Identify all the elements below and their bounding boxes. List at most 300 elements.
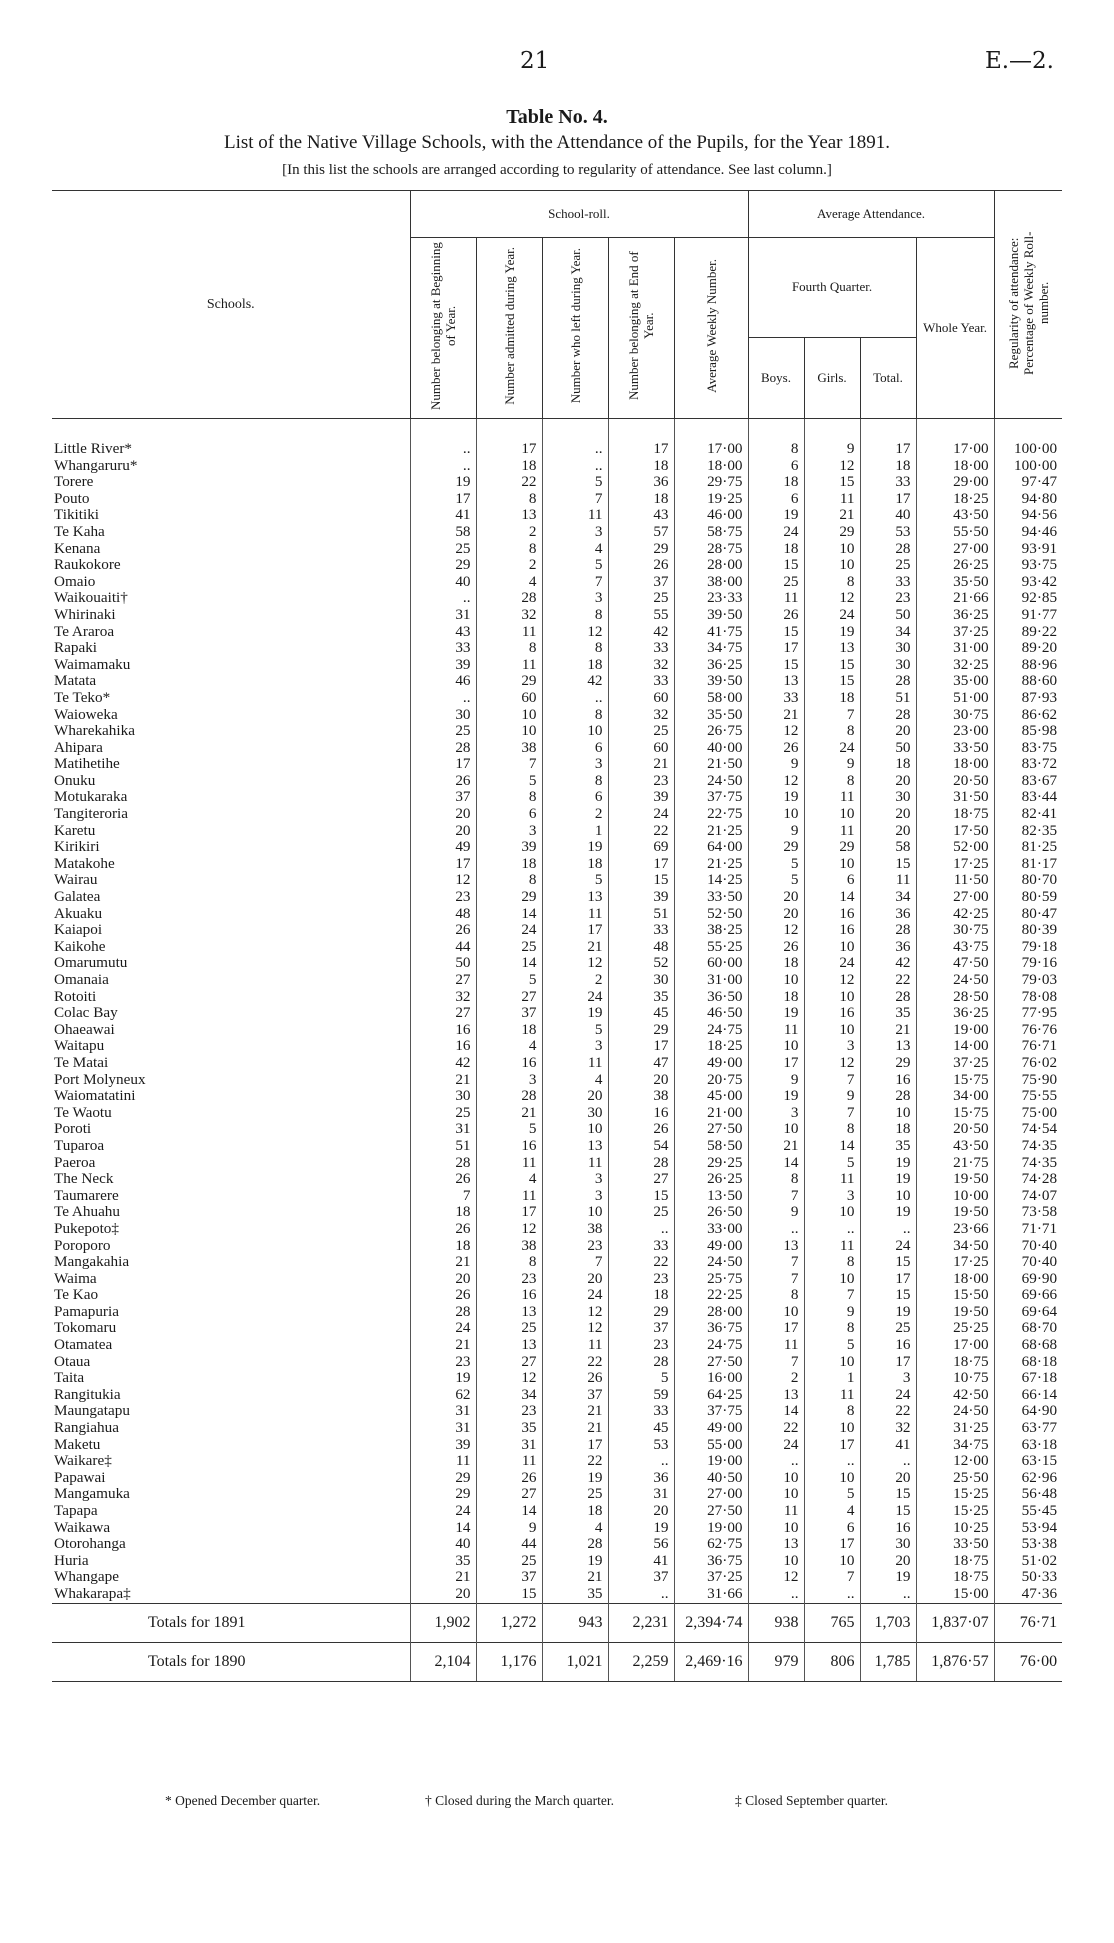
- header-beginning-label: Number belonging at Beginning of Year.: [428, 242, 458, 410]
- table-row: [52, 1121, 1062, 1138]
- cell-value: 19: [860, 1569, 916, 1586]
- cell-value: 17: [608, 441, 674, 458]
- cell-value: 20: [860, 773, 916, 790]
- cell-value: 33·50: [674, 889, 748, 906]
- cell-value: 42: [608, 624, 674, 641]
- cell-value: 42·25: [916, 906, 994, 923]
- cell-value: ..: [860, 1453, 916, 1470]
- cell-value: 21: [410, 1337, 476, 1354]
- school-name: Tokomaru: [54, 1320, 117, 1337]
- cell-value: 36·50: [674, 989, 748, 1006]
- cell-value: 15·25: [916, 1503, 994, 1520]
- cell-value: 25: [410, 541, 476, 558]
- cell-value: 21: [608, 756, 674, 773]
- cell-value: 11: [804, 789, 860, 806]
- cell-value: 53·94: [994, 1520, 1062, 1537]
- cell-value: 68·68: [994, 1337, 1062, 1354]
- cell-value: 81·25: [994, 839, 1062, 856]
- cell-value: 11: [804, 1238, 860, 1255]
- cell-value: 31·50: [916, 789, 994, 806]
- cell-value: 11: [748, 1503, 804, 1520]
- cell-value: 80·39: [994, 922, 1062, 939]
- school-name: Whangape: [54, 1569, 119, 1586]
- cell-value: 19: [804, 624, 860, 641]
- cell-value: 3: [542, 1171, 608, 1188]
- cell-value: 51: [608, 906, 674, 923]
- cell-value: 16: [804, 922, 860, 939]
- totals-value: 76·00: [994, 1642, 1062, 1681]
- cell-value: 3: [804, 1038, 860, 1055]
- cell-value: ..: [748, 1221, 804, 1238]
- header-whole-year: Whole Year.: [916, 238, 994, 419]
- cell-value: 15: [476, 1586, 542, 1603]
- header-end: [608, 238, 674, 419]
- header-end-label: Number belonging at End of Year.: [626, 251, 656, 401]
- cell-value: 12: [748, 922, 804, 939]
- cell-value: 28·50: [916, 989, 994, 1006]
- cell-value: 26: [410, 922, 476, 939]
- cell-value: 93·91: [994, 541, 1062, 558]
- cell-value: 19: [860, 1171, 916, 1188]
- cell-value: 22: [608, 1254, 674, 1271]
- cell-value: 17: [410, 856, 476, 873]
- cell-value: 19: [542, 1005, 608, 1022]
- cell-value: 7: [748, 1354, 804, 1371]
- cell-value: 28: [860, 541, 916, 558]
- cell-value: 2: [542, 806, 608, 823]
- cell-value: 55·45: [994, 1503, 1062, 1520]
- cell-value: 37: [542, 1387, 608, 1404]
- cell-value: 29: [804, 524, 860, 541]
- cell-value: 24: [860, 1238, 916, 1255]
- cell-value: 20: [542, 1271, 608, 1288]
- cell-value: ..: [410, 590, 476, 607]
- cell-value: ..: [860, 1586, 916, 1603]
- cell-value: 17: [860, 441, 916, 458]
- cell-value: 27: [410, 972, 476, 989]
- cell-value: 19: [410, 1370, 476, 1387]
- cell-value: 8: [542, 707, 608, 724]
- cell-value: 45: [608, 1005, 674, 1022]
- cell-value: 9: [804, 1304, 860, 1321]
- cell-value: 53·38: [994, 1536, 1062, 1553]
- cell-value: 17·00: [916, 441, 994, 458]
- table-row: [52, 640, 1062, 657]
- cell-value: 70·40: [994, 1254, 1062, 1271]
- cell-value: 6: [748, 491, 804, 508]
- table-title: Table No. 4.: [506, 106, 608, 128]
- table-row: [52, 1022, 1062, 1039]
- table-row: [52, 939, 1062, 956]
- cell-value: 12: [804, 972, 860, 989]
- cell-value: 17: [476, 441, 542, 458]
- school-name: Little River*: [54, 441, 133, 457]
- table-row: [52, 1553, 1062, 1570]
- cell-value: 41: [410, 507, 476, 524]
- cell-value: 16: [860, 1072, 916, 1089]
- totals-value: 2,231: [608, 1603, 674, 1642]
- cell-value: 8: [804, 723, 860, 740]
- cell-value: 15: [804, 657, 860, 674]
- cell-value: 16: [476, 1055, 542, 1072]
- cell-value: 14·00: [916, 1038, 994, 1055]
- header-weekly: [674, 238, 748, 419]
- cell-value: 31: [410, 1420, 476, 1437]
- cell-value: 35: [476, 1420, 542, 1437]
- cell-value: 9: [476, 1520, 542, 1537]
- cell-value: 25·50: [916, 1470, 994, 1487]
- table-row: [52, 1569, 1062, 1586]
- cell-value: 16: [476, 1138, 542, 1155]
- school-name: Waimamaku: [54, 656, 131, 673]
- table-row: [52, 989, 1062, 1006]
- cell-value: 24·75: [674, 1337, 748, 1354]
- school-name: Poroti: [54, 1121, 92, 1138]
- cell-value: 14: [804, 1138, 860, 1155]
- cell-value: 49·00: [674, 1238, 748, 1255]
- cell-value: 8: [476, 640, 542, 657]
- cell-value: 11: [542, 1337, 608, 1354]
- cell-value: 8: [804, 773, 860, 790]
- cell-value: 19·50: [916, 1204, 994, 1221]
- cell-value: 18: [476, 458, 542, 475]
- header-girls: Girls.: [804, 337, 860, 418]
- cell-value: 34: [860, 624, 916, 641]
- cell-value: 18: [860, 458, 916, 475]
- cell-value: 28: [410, 1304, 476, 1321]
- cell-value: 12: [542, 955, 608, 972]
- cell-value: 8: [748, 1171, 804, 1188]
- school-name: Pukepoto‡: [54, 1220, 119, 1237]
- cell-value: 26: [410, 1221, 476, 1238]
- cell-value: 50: [860, 740, 916, 757]
- cell-value: ..: [804, 1453, 860, 1470]
- cell-value: 16: [476, 1287, 542, 1304]
- totals-value: 1,902: [410, 1603, 476, 1642]
- cell-value: 4: [804, 1503, 860, 1520]
- cell-value: 28: [608, 1155, 674, 1172]
- cell-value: 8: [476, 491, 542, 508]
- totals-value: 2,104: [410, 1642, 476, 1681]
- cell-value: 8: [748, 1287, 804, 1304]
- cell-value: 38·00: [674, 574, 748, 591]
- cell-value: 23: [860, 590, 916, 607]
- totals-label: Totals for 1890: [52, 1642, 410, 1681]
- cell-value: 27·50: [674, 1121, 748, 1138]
- school-name: Waikawa: [54, 1519, 111, 1536]
- cell-value: 7: [476, 756, 542, 773]
- cell-value: 8: [542, 607, 608, 624]
- cell-value: 74·28: [994, 1171, 1062, 1188]
- cell-value: 46·50: [674, 1005, 748, 1022]
- footnote-opened: * Opened December quarter.: [165, 1793, 321, 1808]
- cell-value: 17: [542, 922, 608, 939]
- table-row: [52, 1420, 1062, 1437]
- school-name: Port Molyneux: [54, 1071, 146, 1088]
- header-admitted: [476, 238, 542, 419]
- cell-value: 41: [860, 1437, 916, 1454]
- cell-value: 47·50: [916, 955, 994, 972]
- table-row: [52, 673, 1062, 690]
- table-row: [52, 524, 1062, 541]
- cell-value: 34: [860, 889, 916, 906]
- cell-value: 11: [476, 1453, 542, 1470]
- cell-value: 5: [804, 1486, 860, 1503]
- school-name: Te Matai: [54, 1054, 109, 1071]
- cell-value: 37·25: [916, 1055, 994, 1072]
- school-name: Rapaki: [54, 640, 98, 657]
- cell-value: 53: [860, 524, 916, 541]
- cell-value: 6: [804, 1520, 860, 1537]
- cell-value: 10: [860, 1105, 916, 1122]
- table-row: [52, 1437, 1062, 1454]
- cell-value: 32: [608, 657, 674, 674]
- school-name: Waioweka: [54, 706, 118, 723]
- cell-value: 33: [608, 1403, 674, 1420]
- cell-value: 29: [804, 839, 860, 856]
- cell-value: ..: [608, 1586, 674, 1603]
- cell-value: 20·50: [916, 1121, 994, 1138]
- cell-value: 69: [608, 839, 674, 856]
- totals-value: 1,876·57: [916, 1642, 994, 1681]
- cell-value: 18·00: [674, 458, 748, 475]
- school-name: Torere: [54, 474, 94, 491]
- table-row: [52, 707, 1062, 724]
- cell-value: 4: [476, 1038, 542, 1055]
- school-name: Te Waotu: [54, 1104, 112, 1121]
- cell-value: 25: [748, 574, 804, 591]
- cell-value: 30: [860, 657, 916, 674]
- cell-value: 50: [860, 607, 916, 624]
- cell-value: 38: [542, 1221, 608, 1238]
- cell-value: 49·00: [674, 1055, 748, 1072]
- cell-value: 24: [804, 607, 860, 624]
- cell-value: 92·85: [994, 590, 1062, 607]
- cell-value: 5: [542, 557, 608, 574]
- cell-value: 20: [860, 1470, 916, 1487]
- cell-value: 24: [748, 1437, 804, 1454]
- cell-value: 21: [542, 1403, 608, 1420]
- cell-value: 31: [410, 1121, 476, 1138]
- cell-value: 51·00: [916, 690, 994, 707]
- cell-value: 12: [748, 1569, 804, 1586]
- cell-value: 28·75: [674, 541, 748, 558]
- cell-value: 42: [410, 1055, 476, 1072]
- cell-value: 83·72: [994, 756, 1062, 773]
- cell-value: 34: [476, 1387, 542, 1404]
- cell-value: 15: [608, 872, 674, 889]
- cell-value: 19: [608, 1520, 674, 1537]
- cell-value: 8: [804, 1403, 860, 1420]
- cell-value: 7: [804, 1287, 860, 1304]
- cell-value: 8: [476, 541, 542, 558]
- cell-value: 24: [804, 955, 860, 972]
- table-row: [52, 1586, 1062, 1603]
- cell-value: 18: [476, 1022, 542, 1039]
- cell-value: 29: [410, 557, 476, 574]
- cell-value: 10: [748, 1486, 804, 1503]
- cell-value: 17: [410, 756, 476, 773]
- totals-value: 765: [804, 1603, 860, 1642]
- cell-value: 5: [476, 972, 542, 989]
- cell-value: 36·75: [674, 1553, 748, 1570]
- cell-value: 39: [476, 839, 542, 856]
- cell-value: 18: [410, 1204, 476, 1221]
- cell-value: 14: [410, 1520, 476, 1537]
- school-name: Matihetihe: [54, 756, 120, 773]
- table-row: [52, 1387, 1062, 1404]
- cell-value: 35: [410, 1553, 476, 1570]
- table-row: [52, 557, 1062, 574]
- cell-value: ..: [542, 441, 608, 458]
- school-name: Waiomatatini: [54, 1088, 136, 1105]
- school-name: Whakarapa‡: [54, 1585, 131, 1602]
- cell-value: 10: [748, 972, 804, 989]
- school-name: Waikouaiti†: [54, 590, 128, 607]
- school-name: Taita: [54, 1370, 85, 1387]
- cell-value: 29: [476, 673, 542, 690]
- school-name: Waima: [54, 1270, 97, 1287]
- cell-value: 7: [748, 1188, 804, 1205]
- cell-value: 33: [608, 922, 674, 939]
- cell-value: 36·25: [916, 607, 994, 624]
- cell-value: 21: [542, 939, 608, 956]
- cell-value: 67·18: [994, 1370, 1062, 1387]
- table-row: [52, 1503, 1062, 1520]
- cell-value: 3: [542, 524, 608, 541]
- cell-value: 75·55: [994, 1088, 1062, 1105]
- header-school-roll: School-roll.: [410, 191, 748, 238]
- cell-value: 51: [860, 690, 916, 707]
- cell-value: 69·64: [994, 1304, 1062, 1321]
- cell-value: 10: [804, 939, 860, 956]
- cell-value: 91·77: [994, 607, 1062, 624]
- cell-value: 15: [748, 657, 804, 674]
- header-admitted-label: Number admitted during Year.: [501, 247, 517, 405]
- cell-value: 76·76: [994, 1022, 1062, 1039]
- cell-value: 15·75: [916, 1105, 994, 1122]
- school-name: Colac Bay: [54, 1005, 118, 1022]
- cell-value: 13: [542, 1138, 608, 1155]
- cell-value: 60·00: [674, 955, 748, 972]
- cell-value: 24: [410, 1503, 476, 1520]
- cell-value: 20·75: [674, 1072, 748, 1089]
- cell-value: 6: [542, 740, 608, 757]
- cell-value: 30: [608, 972, 674, 989]
- cell-value: 10: [804, 989, 860, 1006]
- cell-value: 40·00: [674, 740, 748, 757]
- school-name: Rangiahua: [54, 1420, 119, 1437]
- cell-value: 27·50: [674, 1503, 748, 1520]
- cell-value: 39·50: [674, 607, 748, 624]
- cell-value: 31·66: [674, 1586, 748, 1603]
- cell-value: 21: [410, 1569, 476, 1586]
- cell-value: 20: [410, 1586, 476, 1603]
- cell-value: 11·50: [916, 872, 994, 889]
- cell-value: 25: [410, 723, 476, 740]
- cell-value: 29: [860, 1055, 916, 1072]
- table-row: [52, 1304, 1062, 1321]
- cell-value: 30·75: [916, 707, 994, 724]
- cell-value: 30: [542, 1105, 608, 1122]
- cell-value: 25: [476, 939, 542, 956]
- school-name: Huria: [54, 1552, 89, 1569]
- cell-value: 17: [542, 1437, 608, 1454]
- cell-value: 52·50: [674, 906, 748, 923]
- cell-value: 27·50: [674, 1354, 748, 1371]
- cell-value: 8: [804, 1121, 860, 1138]
- cell-value: 19·00: [674, 1520, 748, 1537]
- cell-value: 18·75: [916, 1553, 994, 1570]
- cell-value: 42·50: [916, 1387, 994, 1404]
- cell-value: 71·71: [994, 1221, 1062, 1238]
- cell-value: 25·25: [916, 1320, 994, 1337]
- cell-value: 20: [860, 806, 916, 823]
- cell-value: 10·25: [916, 1520, 994, 1537]
- cell-value: 47: [608, 1055, 674, 1072]
- cell-value: 8: [542, 773, 608, 790]
- table-row: [52, 590, 1062, 607]
- cell-value: 20: [608, 1503, 674, 1520]
- school-name: Kaiapoi: [54, 922, 103, 939]
- cell-value: 26·25: [916, 557, 994, 574]
- cell-value: 10: [748, 1304, 804, 1321]
- table-header: [52, 191, 1062, 419]
- cell-value: 19: [542, 1470, 608, 1487]
- cell-value: 22: [542, 1453, 608, 1470]
- cell-value: 27: [476, 1354, 542, 1371]
- cell-value: 16: [410, 1022, 476, 1039]
- table-row: [52, 1536, 1062, 1553]
- cell-value: 28: [410, 740, 476, 757]
- cell-value: 28: [476, 590, 542, 607]
- cell-value: 3: [748, 1105, 804, 1122]
- cell-value: 21: [476, 1105, 542, 1122]
- cell-value: 28·00: [674, 1304, 748, 1321]
- cell-value: 25: [542, 1486, 608, 1503]
- school-name: Waikare‡: [54, 1453, 112, 1470]
- school-name: Karetu: [54, 822, 96, 839]
- cell-value: 13: [476, 1337, 542, 1354]
- cell-value: 81·17: [994, 856, 1062, 873]
- cell-value: 24: [542, 1287, 608, 1304]
- cell-value: 22: [860, 972, 916, 989]
- cell-value: 39: [410, 1437, 476, 1454]
- school-name: Pouto: [54, 490, 90, 507]
- cell-value: 17: [860, 1271, 916, 1288]
- school-name: Taumarere: [54, 1187, 119, 1204]
- cell-value: 18: [748, 989, 804, 1006]
- table-row: [52, 458, 1062, 475]
- cell-value: 23·00: [916, 723, 994, 740]
- cell-value: 3: [542, 1188, 608, 1205]
- cell-value: 27·00: [916, 889, 994, 906]
- cell-value: 10: [860, 1188, 916, 1205]
- school-name: Tangiteroria: [54, 806, 128, 823]
- table-row: [52, 823, 1062, 840]
- cell-value: 82·35: [994, 823, 1062, 840]
- table-row: [52, 657, 1062, 674]
- school-name: Omaio: [54, 573, 96, 590]
- cell-value: 10: [542, 1121, 608, 1138]
- cell-value: 80·59: [994, 889, 1062, 906]
- table-row: [52, 955, 1062, 972]
- cell-value: 35·50: [916, 574, 994, 591]
- cell-value: 22·75: [674, 806, 748, 823]
- table-row: [52, 1320, 1062, 1337]
- cell-value: 21: [748, 707, 804, 724]
- cell-value: 74·07: [994, 1188, 1062, 1205]
